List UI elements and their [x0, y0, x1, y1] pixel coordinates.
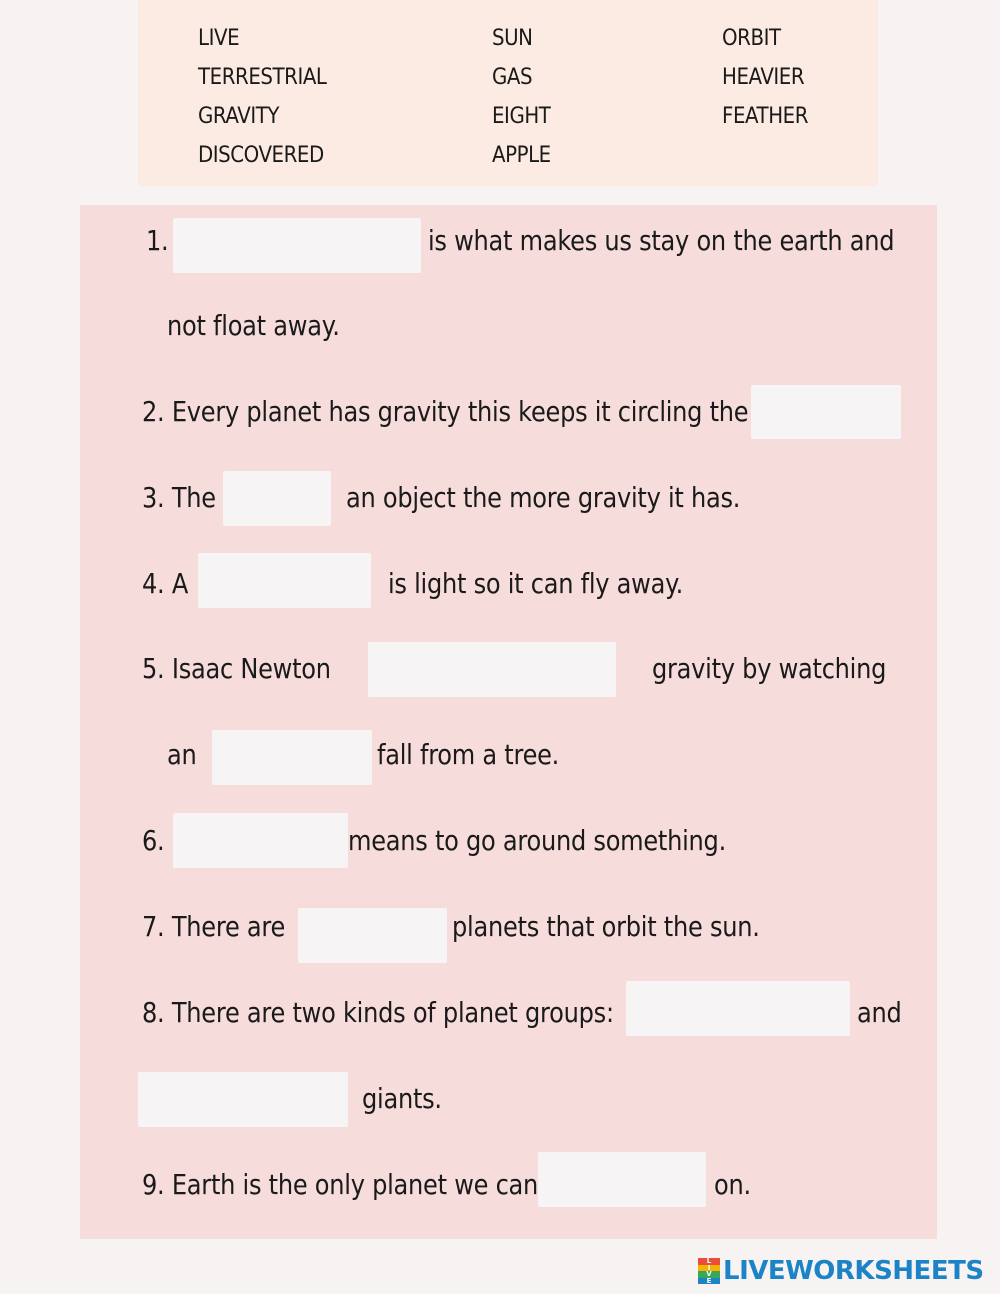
q1-number: 1. — [146, 224, 169, 257]
q8-text-start: 8. There are two kinds of planet groups: — [142, 996, 614, 1029]
logo-letter: E — [698, 1278, 720, 1285]
q3-text-start: 3. The — [142, 481, 216, 514]
answer-box-q7[interactable] — [298, 908, 447, 963]
word-bank-word: ORBIT — [722, 26, 781, 51]
answer-box-q8a[interactable] — [626, 981, 850, 1036]
q8-text-and: and — [857, 996, 902, 1029]
liveworksheets-logo-icon — [698, 1258, 720, 1284]
q8-text-end: giants. — [362, 1082, 442, 1115]
logo-letter: I — [698, 1265, 720, 1272]
q5-text-middle: gravity by watching — [652, 652, 887, 685]
word-bank-word: GRAVITY — [198, 104, 279, 129]
logo-letter: V — [698, 1271, 720, 1278]
answer-box-q6[interactable] — [173, 813, 348, 868]
q7-text-start: 7. There are — [142, 910, 286, 943]
word-bank-word: FEATHER — [722, 104, 809, 129]
q1-text: is what makes us stay on the earth and — [428, 224, 895, 257]
q6-text: means to go around something. — [348, 824, 726, 857]
answer-box-q2[interactable] — [751, 385, 901, 439]
answer-box-q4[interactable] — [198, 553, 371, 608]
q2-text: 2. Every planet has gravity this keeps it circling the — [142, 395, 749, 428]
word-bank-word: LIVE — [198, 26, 240, 51]
answer-box-q1[interactable] — [173, 218, 421, 273]
q9-text-start: 9. Earth is the only planet we can — [142, 1168, 539, 1201]
logo-letter: L — [698, 1258, 720, 1265]
q5-text-line2-start: an — [167, 738, 197, 771]
q3-text-end: an object the more gravity it has. — [346, 481, 741, 514]
word-bank-word: SUN — [492, 26, 533, 51]
answer-box-q5a[interactable] — [368, 642, 616, 697]
q4-text-end: is light so it can fly away. — [388, 567, 684, 600]
word-bank-word: GAS — [492, 65, 533, 90]
answer-box-q8b[interactable] — [138, 1072, 348, 1127]
liveworksheets-brand-name: LIVEWORKSHEETS — [723, 1256, 984, 1286]
liveworksheets-logo[interactable] — [698, 1254, 984, 1288]
q5-text-line2-end: fall from a tree. — [377, 738, 560, 771]
word-bank-word: EIGHT — [492, 104, 551, 129]
answer-box-q9[interactable] — [538, 1152, 706, 1207]
q4-text-start: 4. A — [142, 567, 189, 600]
answer-box-q3[interactable] — [223, 471, 331, 526]
q9-text-end: on. — [714, 1168, 751, 1201]
q1-text-line2: not float away. — [167, 309, 340, 342]
q7-text-end: planets that orbit the sun. — [452, 910, 760, 943]
word-bank-word: DISCOVERED — [198, 143, 324, 168]
word-bank-word: APPLE — [492, 143, 551, 168]
word-bank-word: HEAVIER — [722, 65, 805, 90]
word-bank — [138, 0, 878, 186]
word-bank-word: TERRESTRIAL — [198, 65, 327, 90]
answer-box-q5b[interactable] — [212, 730, 372, 785]
q6-number: 6. — [142, 824, 165, 857]
q5-text-start: 5. Isaac Newton — [142, 652, 331, 685]
